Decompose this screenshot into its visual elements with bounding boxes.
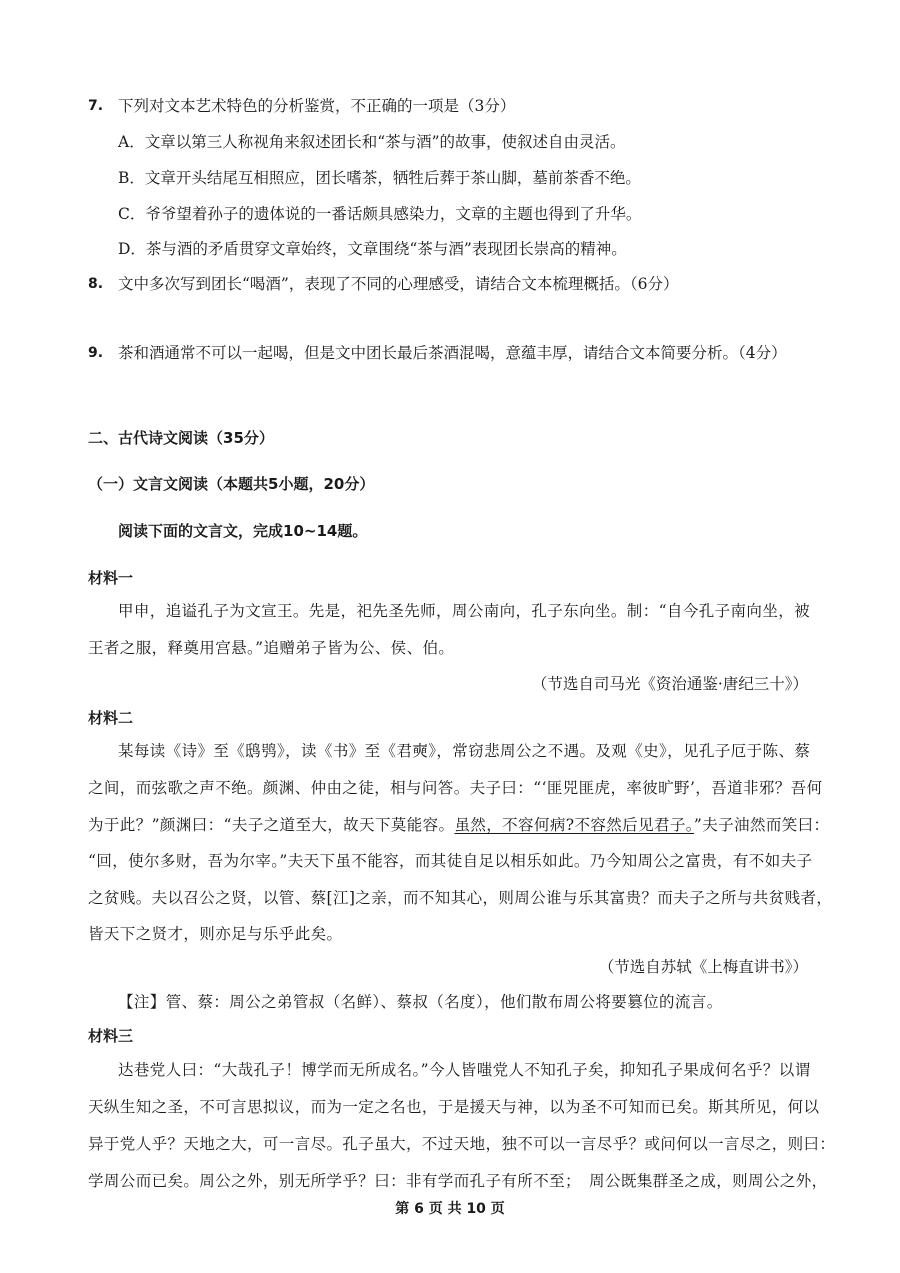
text-segment: ”夫子油然而笑曰：: [693, 816, 830, 834]
option-d: D．茶与酒的矛盾贯穿文章始终，文章围绕“茶与酒”表现团长崇高的精神。: [118, 240, 627, 258]
option-b: B．文章开头结尾互相照应，团长嗜茶，牺牲后葬于茶山脚，墓前茶香不绝。: [118, 169, 641, 187]
question-number: 9.: [88, 345, 104, 361]
material-2-line: 某每读《诗》至《鸱鸮》，读《书》至《君奭》，常窃悲周公之不遇。及观《史》，见孔子厄于陈、蔡: [118, 742, 811, 760]
underlined-sentence: 虽然，不容何病?不容然后见君子。: [454, 816, 694, 834]
question-stem: 茶和酒通常不可以一起喝，但是文中团长最后茶酒混喝，意蕴丰厚，请结合文本简要分析。（4分）: [118, 344, 787, 362]
text-segment: 为于此？”颜渊曰：“夫子之道至大，故天下莫能容。: [88, 816, 455, 834]
material-1-source: （节选自司马光《资治通鉴·唐纪三十》）: [531, 675, 808, 693]
option-c: C．爷爷望着孙子的遗体说的一番话颇具感染力，文章的主题也得到了升华。: [118, 205, 642, 223]
question-stem: 文中多次写到团长“喝酒”，表现了不同的心理感受，请结合文本梳理概括。（6分）: [118, 275, 679, 293]
section-title: 二、古代诗文阅读（35分）: [88, 429, 274, 447]
material-2-line: “回，使尔多财，吾为尔宰。”夫天下虽不能容，而其徒自足以相乐如此。乃今知周公之富贵，有不如夫子: [88, 852, 813, 870]
material-2-line: 皆天下之贤才，则亦足与乐乎此矣。: [88, 925, 343, 943]
material-1-label: 材料一: [88, 569, 134, 587]
option-a: A．文章以第三人称视角来叙述团长和“茶与酒”的故事，使叙述自由灵活。: [118, 133, 626, 151]
material-1-line: 王者之服，释奠用宫悬。”追赠弟子皆为公、侯、伯。: [88, 639, 455, 657]
reading-instruction: 阅读下面的文言文，完成10~14题。: [118, 522, 368, 540]
question-stem: 下列对文本艺术特色的分析鉴赏，不正确的一项是（3分）: [118, 97, 516, 115]
material-3-line: 达巷党人曰：“大哉孔子！博学而无所成名。”今人皆嗤党人不知孔子矣，抑知孔子果成何名乎？以谓: [118, 1061, 811, 1079]
material-3-line: 学周公而已矣。周公之外，别无所学乎？曰：非有学而孔子有所不至； 周公既集群圣之成，则周公之外，: [88, 1172, 828, 1190]
material-3-line: 异于党人乎？天地之大，可一言尽。孔子虽大，不过天地，独不可以一言尽乎？或问何以一言尽之，则曰：: [88, 1135, 836, 1153]
question-number: 8.: [88, 276, 104, 292]
material-2-note: 【注】管、蔡：周公之弟管叔（名鲜）、蔡叔（名度），他们散布周公将要篡位的流言。: [118, 993, 723, 1011]
material-3-line: 天纵生知之圣，不可言思拟议，而为一定之名也，于是援天与神，以为圣不可知而已矣。斯其所见，何以: [88, 1098, 820, 1116]
question-number: 7.: [88, 98, 104, 114]
material-2-source: （节选自苏轼《上梅直讲书》）: [598, 958, 808, 976]
material-2-line: 之贫贱。夫以召公之贤，以管、蔡[江]之亲，而不知其心，则周公谁与乐其富贵？而夫子之所与共贫贱者，: [88, 889, 833, 907]
material-2-line: 之间，而弦歌之声不绝。颜渊、仲由之徒，相与问答。夫子曰：“‘匪兕匪虎，率彼旷野’，吾道非邪？吾何: [88, 779, 823, 797]
material-1-line: 甲申，追谥孔子为文宣王。先是，祀先圣先师，周公南向，孔子东向坐。制：“自今孔子南向坐，被: [118, 602, 811, 620]
material-2-label: 材料二: [88, 709, 134, 727]
material-2-line: [88, 815, 829, 835]
material-3-label: 材料三: [88, 1027, 134, 1045]
subsection-title: （一）文言文阅读（本题共5小题，20分）: [88, 475, 375, 493]
page-footer: 第 6 页 共 10 页: [395, 1201, 505, 1217]
